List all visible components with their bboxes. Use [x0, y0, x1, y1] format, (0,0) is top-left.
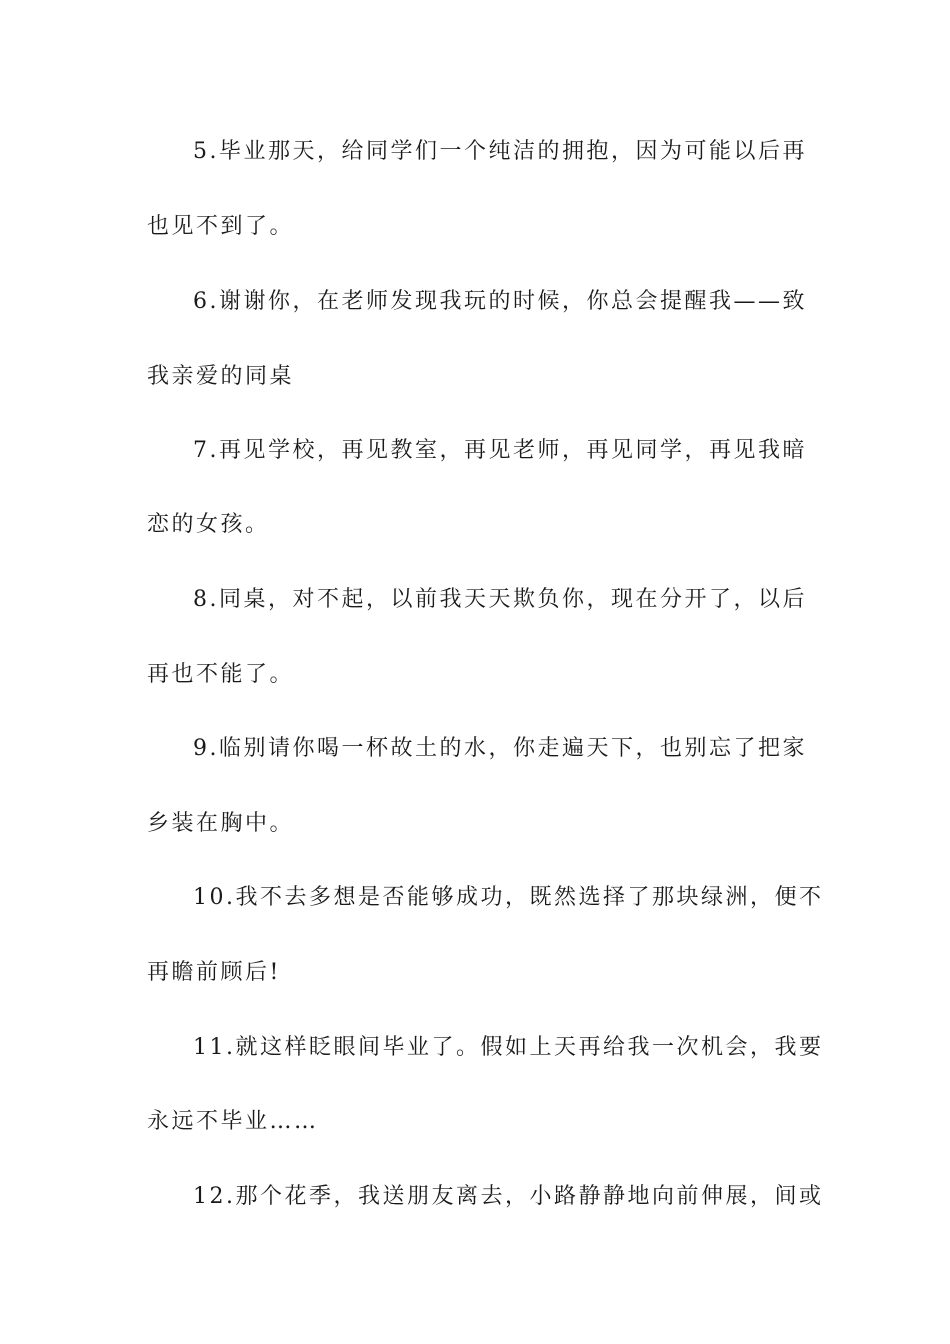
paragraph-6-line-2: 我亲爱的同桌 — [147, 364, 295, 389]
paragraph-10-line-2: 再瞻前顾后! — [147, 960, 281, 985]
paragraph-8-line-2: 再也不能了。 — [147, 662, 295, 687]
paragraph-5-line-2: 也见不到了。 — [147, 214, 295, 239]
paragraph-7-line-1: 7.再见学校，再见教室，再见老师，再见同学，再见我暗 — [193, 438, 807, 463]
paragraph-12-line-1: 12.那个花季，我送朋友离去，小路静静地向前伸展，间或 — [193, 1184, 824, 1209]
paragraph-9-line-2: 乡装在胸中。 — [147, 811, 295, 836]
paragraph-11-line-2: 永远不毕业…… — [147, 1109, 319, 1134]
paragraph-5-line-1: 5.毕业那天，给同学们一个纯洁的拥抱，因为可能以后再 — [193, 139, 807, 164]
paragraph-8-line-1: 8.同桌，对不起，以前我天天欺负你，现在分开了，以后 — [193, 587, 807, 612]
paragraph-10-line-1: 10.我不去多想是否能够成功，既然选择了那块绿洲，便不 — [193, 885, 824, 910]
paragraph-9-line-1: 9.临别请你喝一杯故土的水，你走遍天下，也别忘了把家 — [193, 736, 807, 761]
paragraph-6-line-1: 6.谢谢你，在老师发现我玩的时候，你总会提醒我——致 — [193, 289, 807, 314]
paragraph-11-line-1: 11.就这样眨眼间毕业了。假如上天再给我一次机会，我要 — [193, 1035, 824, 1060]
paragraph-7-line-2: 恋的女孩。 — [147, 512, 270, 537]
